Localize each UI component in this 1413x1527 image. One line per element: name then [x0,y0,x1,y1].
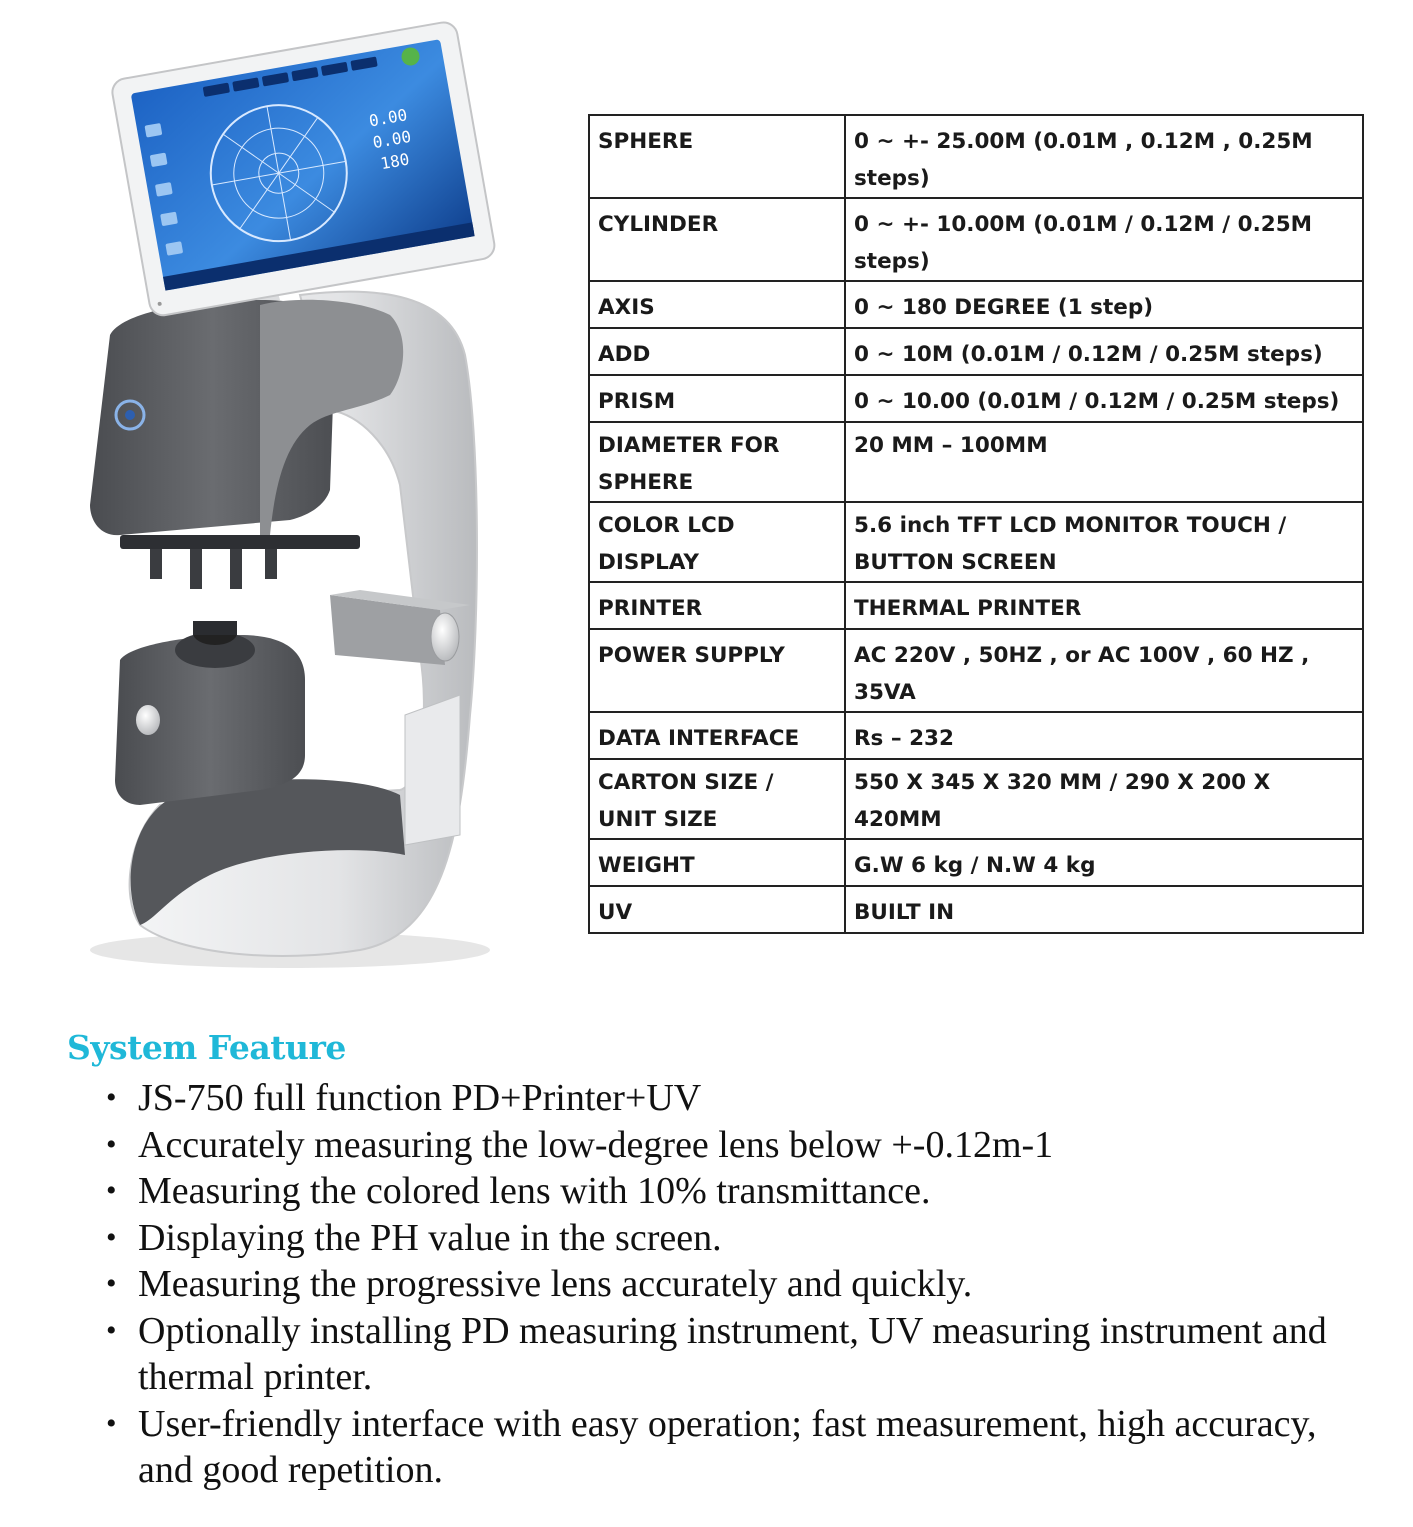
table-row [589,629,1363,712]
feature-list [106,1075,1368,1494]
bullet-icon: • [106,1267,117,1300]
table-row [589,281,1363,328]
spec-value: 550 X 345 X 320 MM / 290 X 200 X 420MM [845,759,1363,839]
spec-label: DATA INTERFACE [589,712,845,759]
spec-label: UV [589,886,845,933]
spec-value: Rs – 232 [845,712,1363,759]
list-item [106,1075,1368,1122]
lensmeter-product-image [60,15,530,975]
feature-text: JS-750 full function PD+Printer+UV [138,1077,702,1119]
table-row [589,115,1363,198]
feature-text: Optionally installing PD measuring instrument, UV measuring instrument and thermal printer. [138,1309,1327,1398]
lcd-monitor [110,20,496,317]
table-row [589,328,1363,375]
table-row [589,839,1363,886]
bullet-icon: • [106,1127,117,1161]
bullet-icon: • [106,1174,117,1207]
list-item [106,1215,1368,1262]
spec-value: 0 ~ +- 10.00M (0.01M / 0.12M / 0.25M steps) [845,198,1363,281]
spec-label: AXIS [589,281,845,328]
spec-label: SPHERE [589,115,845,198]
spec-value: 5.6 inch TFT LCD MONITOR TOUCH / BUTTON SCREEN [845,502,1363,582]
list-item [106,1122,1368,1169]
table-row [589,198,1363,281]
spec-value: 0 ~ 10M (0.01M / 0.12M / 0.25M steps) [845,328,1363,375]
spec-label: PRINTER [589,582,845,629]
table-row [589,886,1363,933]
spec-label: COLOR LCD DISPLAY [589,502,845,582]
table-row [589,759,1363,839]
readout-cyl: 0.00 [371,126,413,153]
power-button [136,705,160,735]
spec-label: CYLINDER [589,198,845,281]
lens-holder-clamps [120,535,360,589]
feature-text: Measuring the progressive lens accurately and quickly. [138,1263,973,1305]
table-row [589,582,1363,629]
section-heading: System Feature [67,1028,346,1067]
readout-axis: 180 [379,149,411,174]
feature-text: Displaying the PH value in the screen. [138,1216,722,1259]
spec-value: 0 ~ 10.00 (0.01M / 0.12M / 0.25M steps) [845,375,1363,422]
spec-label: ADD [589,328,845,375]
spec-value: AC 220V , 50HZ , or AC 100V , 60 HZ , 35VA [845,629,1363,712]
spec-value: G.W 6 kg / N.W 4 kg [845,839,1363,886]
list-item [106,1168,1368,1215]
specifications-table [588,114,1364,934]
spec-value: 0 ~ 180 DEGREE (1 step) [845,281,1363,328]
readout-sph: 0.00 [367,105,409,131]
table-row [589,422,1363,502]
feature-text: User-friendly interface with easy operation; fast measurement, high accuracy, and good repetition. [138,1402,1317,1491]
spec-value: THERMAL PRINTER [845,582,1363,629]
spec-label: POWER SUPPLY [589,629,845,712]
table-row [589,502,1363,582]
spec-label: CARTON SIZE / UNIT SIZE [589,759,845,839]
table-row [589,712,1363,759]
list-item [106,1261,1368,1308]
printer-door [405,695,460,845]
list-item [106,1401,1368,1494]
spec-label: WEIGHT [589,839,845,886]
spec-value: 20 MM – 100MM [845,422,1363,502]
spec-value: 0 ~ +- 25.00M (0.01M , 0.12M , 0.25M steps) [845,115,1363,198]
list-item [106,1308,1368,1401]
bullet-icon: • [106,1081,117,1114]
nosepiece [175,621,255,668]
bullet-icon: • [106,1313,117,1347]
feature-text: Accurately measuring the low-degree lens below +-0.12m-1 [138,1123,1054,1166]
spec-value: BUILT IN [845,886,1363,933]
bullet-icon: • [106,1220,117,1254]
spec-label: DIAMETER FOR SPHERE [589,422,845,502]
bullet-icon: • [106,1406,117,1440]
feature-text: Measuring the colored lens with 10% transmittance. [138,1170,931,1212]
spec-label: PRISM [589,375,845,422]
table-row [589,375,1363,422]
